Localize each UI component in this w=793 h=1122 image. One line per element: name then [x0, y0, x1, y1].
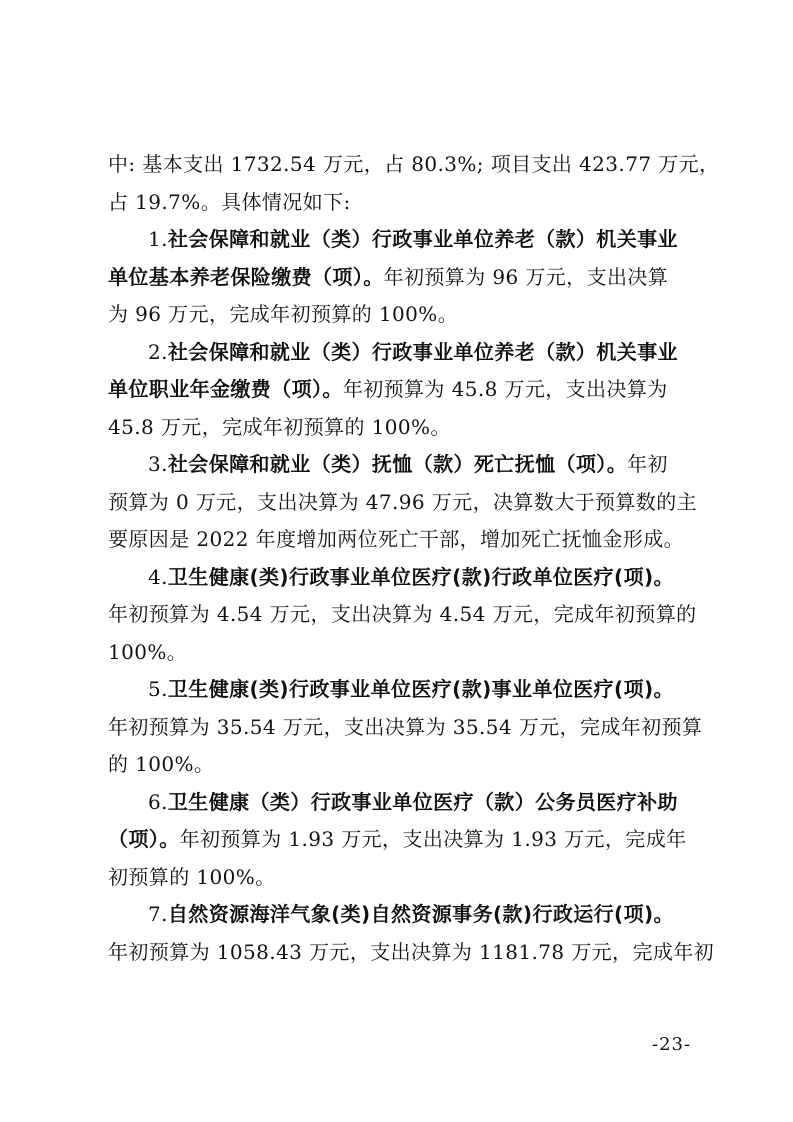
item-3-heading-line: 3.社会保障和就业（类）抚恤（款）死亡抚恤（项）。年初 — [148, 452, 668, 476]
text-line: 100%。 — [108, 639, 188, 664]
text-line: 单位基本养老保险缴费（项）。年初预算为 96 万元，支出决算 — [108, 264, 669, 289]
text-line: 为 96 万元，完成年初预算的 100%。 — [108, 302, 459, 326]
text-line: 初预算的 100%。 — [108, 864, 276, 889]
item-5-heading-line: 5.卫生健康(类)行政事业单位医疗(款)事业单位医疗(项)。 — [148, 677, 674, 701]
text-line: 年初预算为 4.54 万元，支出决算为 4.54 万元，完成年初预算的 — [108, 602, 697, 626]
item-2-heading-line: 2.社会保障和就业（类）行政事业单位养老（款）机关事业 — [148, 339, 678, 364]
text-line: 单位职业年金缴费（项）。年初预算为 45.8 万元，支出决算为 — [108, 377, 668, 401]
text-line: 要原因是 2022 年度增加两位死亡干部，增加死亡抚恤金形成。 — [108, 527, 685, 551]
text-line: 的 100%。 — [108, 752, 215, 776]
page-number: -23- — [652, 1034, 692, 1055]
text-line: 预算为 0 万元，支出决算为 47.96 万元，决算数大于预算数的主 — [108, 489, 698, 514]
text-line: 年初预算为 35.54 万元，支出决算为 35.54 万元，完成年初预算 — [108, 714, 703, 739]
document-body — [108, 146, 720, 971]
text-line: （项）。年初预算为 1.93 万元，支出决算为 1.93 万元，完成年 — [108, 827, 687, 851]
item-7-heading-line: 7.自然资源海洋气象(类)自然资源事务(款)行政运行(项)。 — [148, 902, 674, 926]
text-line: 占 19.7%。具体情况如下: — [108, 189, 351, 214]
text-line: 45.8 万元，完成年初预算的 100%。 — [108, 414, 451, 439]
item-6-heading-line: 6.卫生健康（类）行政事业单位医疗（款）公务员医疗补助 — [148, 789, 678, 814]
item-4-heading-line: 4.卫生健康(类)行政事业单位医疗(款)行政单位医疗(项)。 — [148, 564, 674, 589]
text-line: 年初预算为 1058.43 万元，支出决算为 1181.78 万元，完成年初 — [108, 939, 715, 964]
text-line: 中: 基本支出 1732.54 万元，占 80.3%; 项目支出 423.77 万元， — [108, 152, 720, 176]
item-1-heading-line: 1.社会保障和就业（类）行政事业单位养老（款）机关事业 — [148, 227, 678, 251]
